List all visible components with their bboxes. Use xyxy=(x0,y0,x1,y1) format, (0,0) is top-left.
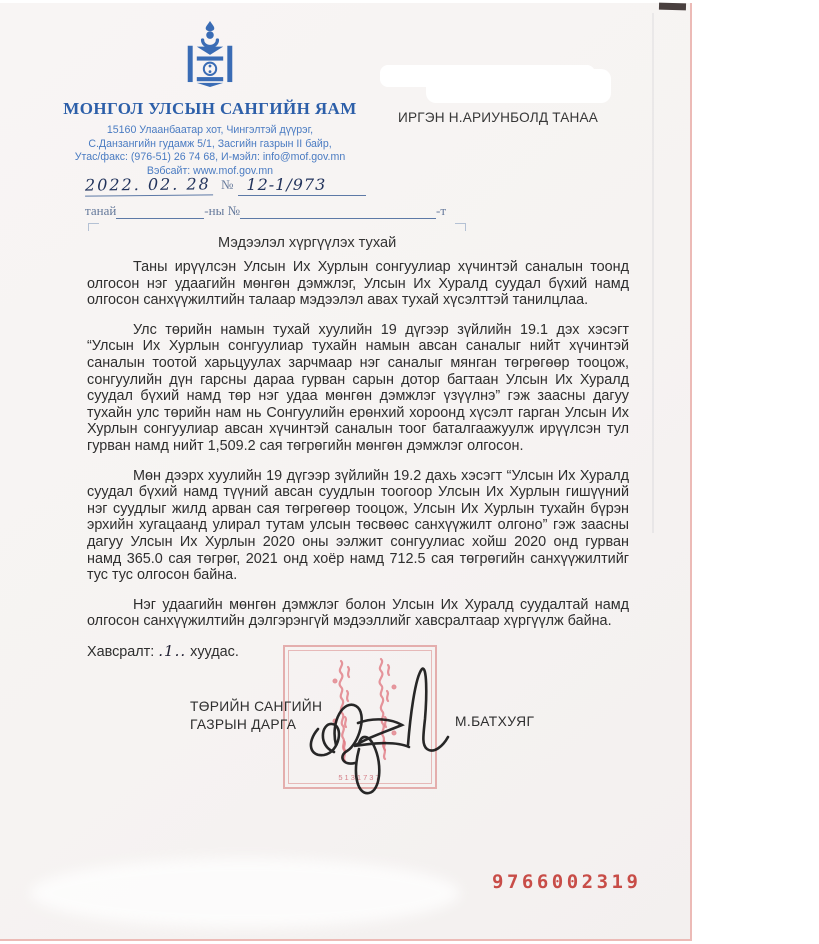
red-stamp-number: 9766002319 xyxy=(492,871,642,893)
recipient-line: ИРГЭН Н.АРИУНБОЛД ТАНАА xyxy=(398,110,599,125)
number-symbol: № xyxy=(221,177,234,192)
attachment-value-handwritten: .1.. xyxy=(158,641,187,660)
letterhead xyxy=(54,21,366,178)
your-ref-blank-2 xyxy=(240,205,436,219)
signatory-title-line-1: ТӨРИЙН САНГИЙН xyxy=(190,699,323,714)
scan-streak xyxy=(652,13,654,533)
paragraph-1: Таны ирүүлсэн Улсын Их Хурлын сонгуулиар хүчинтэй саналын тоонд олгосон нэг удаагийн мөнгөн дэмжлэг, Улсын Их Хуралд суудал бүхий намд олгосон санхүүжилтийн талаар мэдээлэл авах тухай хүсэлттэй танилцлаа. xyxy=(87,259,629,309)
date-number-row xyxy=(85,175,480,196)
letter-body xyxy=(87,259,629,660)
scan-edge-mark xyxy=(659,3,686,11)
paragraph-2: Улс төрийн намын тухай хуулийн 19 дүгээр зүйлийн 19.1 дэх хэсэгт “Улсын Их Хурлын сонгуулиар тухайн намын авсан саналыг нийт хүчинтэй саналын тоотой харьцуулах зарчмаар нэг саналыг мянган төгрөгөөр тооцож, сонгуулийн дүн гарсны дараа гурван сарын дотор багтаан Улсын Их Хуралд суудал бүхий намд төр нэг удаа мөнгөн дэмжлэг үзүүлнэ” гэж заасны дагуу тухайн улс төрийн нам нь Сонгуулийн ерөнхий хороонд хүсэлт гарган Улсын Их Хурлын сонгуулиар авсан хүчинтэй саналын тоог баталгаажуулж ирүүлсэн тул гурван намд нийт 1,509.2 сая төгрөгийн мөнгөн дэмжлэг олгосон. xyxy=(87,321,629,454)
redaction-blob xyxy=(426,69,611,103)
your-ref-prefix: танай xyxy=(85,203,117,218)
address-line-3: Утас/факс: (976-51) 26 74 68, И-мэйл: info@mof.gov.mn xyxy=(74,151,346,164)
your-reference-row xyxy=(85,203,480,219)
ministry-name: МОНГОЛ УЛСЫН САНГИЙН ЯАМ xyxy=(63,99,357,118)
website-line: Вэбсайт: www.mof.gov.mn xyxy=(146,164,274,177)
scanned-letter-page xyxy=(0,3,692,941)
document-number-field: 12-1/973 xyxy=(238,175,366,196)
reference-block xyxy=(85,175,480,219)
attachment-label: Хавсралт: xyxy=(87,643,155,660)
soyombo-emblem-icon xyxy=(184,21,236,92)
corner-bracket-left xyxy=(88,223,99,231)
signatory-title-line-2: ГАЗРЫН ДАРГА xyxy=(190,716,297,732)
address-line-1: 15160 Улаанбаатар хот, Чингэлтэй дүүрэг, xyxy=(106,124,314,136)
signatory-name: М.БАТХУЯГ xyxy=(455,714,535,729)
your-ref-middle: -ны № xyxy=(204,203,240,218)
stamp-serial-number: 5131737 xyxy=(338,773,382,782)
paragraph-3: Мөн дээрх хуулийн 19 дүгээр зүйлийн 19.2 дахь хэсэгт “Улсын Их Хуралд суудал бүхий намд түүний авсан суудлын тоогоор Улсын Их Хурлын гишүүний нэг суудлыг жилд арван сая төгрөгөөр тооцож, Улсын Их Хурлын тухайн бүрэн эрхийн хугацаанд улирал тутам улсын төсвөөс санхүүжилт олгоно” гэж заасны дагуу Улсын Их Хурлын 2020 оны ээлжит сонгуулиас хойш 2020 онд гурван намд 365.0 сая төгрөг, 2021 онд хоёр намд 712.5 сая төгрөгийн санхүүжилтийг тус тус олгосон байна. xyxy=(87,467,629,584)
signature-ink xyxy=(296,649,466,801)
corner-bracket-right xyxy=(455,223,466,231)
date-field: 2022. 02. 28 xyxy=(85,174,213,196)
paragraph-4: Нэг удаагийн мөнгөн дэмжлэг болон Улсын Их Хуралд суудалтай намд олгосон санхүүжилтийн дэлгэрэнгүй мэдээллийг хавсралтаар хүргүүлж байна. xyxy=(87,596,629,630)
address-line-2: С.Данзангийн гудамж 5/1, Засгийн газрын II байр, xyxy=(88,137,332,150)
subject-line: Мэдээлэл хүргүүлэх тухай xyxy=(218,235,397,251)
attachment-suffix: хуудас. xyxy=(190,643,239,660)
scan-light-artifact xyxy=(30,858,460,928)
your-ref-blank-1 xyxy=(116,205,204,219)
your-ref-suffix: -т xyxy=(435,203,446,218)
